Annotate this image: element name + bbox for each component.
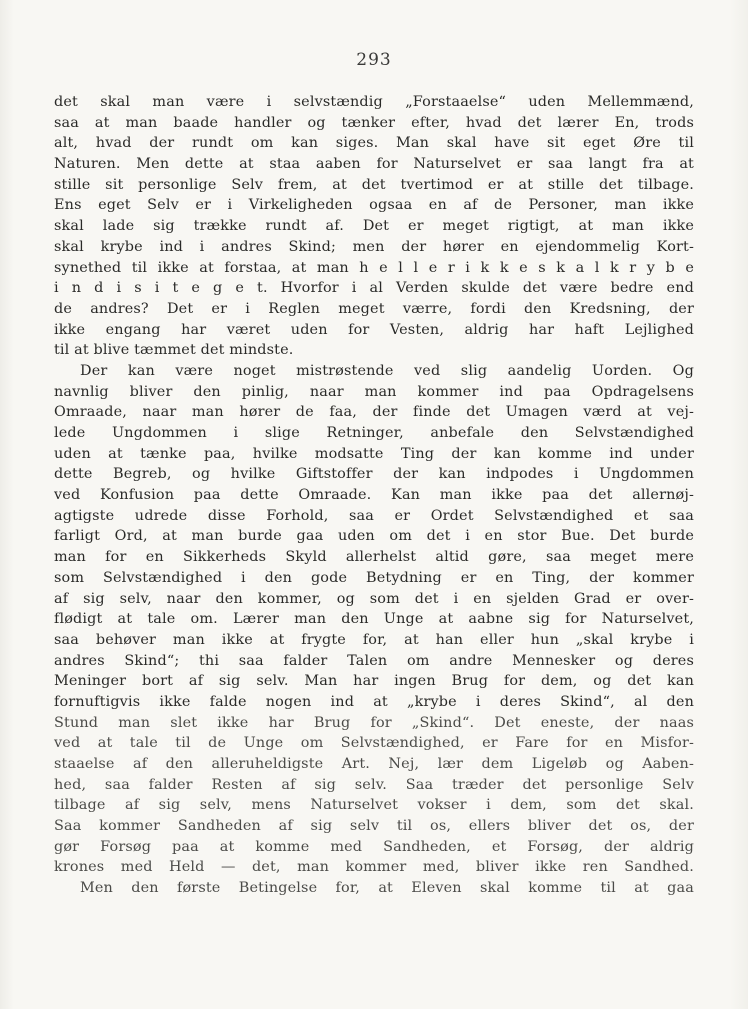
text-line: ved at tale til de Unge om Selvstændighed, er Fare for en Misfor- [54,735,694,752]
paragraph-3 [54,878,694,899]
text-line: dette Begreb, og hvilke Giftstoffer der kan indpodes i Ungdommen [54,466,694,483]
text-line: skal lade sig trække rundt af. Det er meget rigtigt, at man ikke [54,218,694,235]
text-line: Der kan være noget mistrøstende ved slig aandelig Uorden. Og [80,362,694,379]
text-line: lede Ungdommen i slige Retninger, anbefale den Selvstændighed [54,425,694,441]
text-line: hed, saa falder Resten af sig selv. Saa træder det personlige Selv [54,776,694,793]
text-line: krones med Held — det, man kommer med, bliver ikke ren Sandhed. [54,859,694,876]
text-line: staaelse af den alleruheldigste Art. Nej, lær dem Ligeløb og Aaben- [54,756,694,772]
text-line: farligt Ord, at man burde gaa uden om det i en stor Bue. Det burde [54,528,694,545]
text-line: Ens eget Selv er i Virkeligheden ogsaa en af de Personer, man ikke [54,197,694,214]
text-line: agtigste udrede disse Forhold, saa er Ordet Selvstændighed et saa [54,507,694,524]
text-line: tilbage af sig selv, mens Naturselvet vokser i dem, som det skal. [54,797,694,814]
text-line: ved Konfusion paa dette Omraade. Kan man ikke paa det allernøj- [54,487,694,504]
text-line: som Selvstændighed i den gode Betydning er en Ting, der kommer [54,569,694,586]
text-line: til at blive tæmmet det mindste. [54,342,294,359]
text-line: det skal man være i selvstændig „Forstaaelse“ uden Mellemmænd, [54,94,694,110]
body-text [54,92,694,899]
text-line: Saa kommer Sandheden af sig selv til os, ellers bliver det os, der [54,818,694,835]
text-line: uden at tænke paa, hvilke modsatte Ting der kan komme ind under [54,445,694,462]
text-line: af sig selv, naar den kommer, og som det i en sjelden Grad er over- [54,590,694,607]
text-line: alt, hvad der rundt om kan siges. Man skal have sit eget Øre til [54,135,694,152]
text-line: de andres? Det er i Reglen meget værre, fordi den Kredsning, der [54,300,694,317]
text-line: Men den første Betingelse for, at Eleven skal komme til at gaa [80,880,694,897]
text-line: andres Skind“; thi saa falder Talen om andre Mennesker og deres [54,652,694,669]
text-line: flødigt at tale om. Lærer man den Unge at aabne sig for Naturselvet, [54,611,694,628]
text-line: synethed til ikke at forstaa, at man h e l l e r i k k e s k a l k r y b e [54,259,694,276]
text-line: saa at man baade handler og tænker efter, hvad det lærer En, trods [54,114,694,131]
text-line: navnlig bliver den pinlig, naar man kommer ind paa Opdragelsens [54,383,694,400]
text-line: Naturen. Men dette at staa aaben for Naturselvet er saa langt fra at [54,156,694,173]
text-line: saa behøver man ikke at frygte for, at han eller hun „skal krybe i [54,631,694,648]
text-line: ikke engang har været uden for Vesten, aldrig har haft Lejlighed [54,321,694,338]
paragraph-1 [54,92,694,361]
paragraph-2 [54,361,694,878]
text-line: Omraade, naar man hører de faa, der finde det Umagen værd at vej- [54,404,694,421]
text-line: man for en Sikkerheds Skyld allerhelst altid gøre, saa meget mere [54,549,694,566]
text-line: fornuftigvis ikke falde nogen ind at „krybe i deres Skind“, al den [54,693,694,710]
page-number: 293 [356,50,392,70]
text-line: skal krybe ind i andres Skind; men der hører en ejendommelig Kort- [54,238,694,255]
text-line: Meninger bort af sig selv. Man har ingen Brug for dem, og det kan [54,673,694,690]
text-line: i n d i s i t e g e t. Hvorfor i al Verden skulde det være bedre end [54,280,694,297]
text-line: gør Forsøg paa at komme med Sandheden, et Forsøg, der aldrig [54,838,694,855]
text-line: Stund man slet ikke har Brug for „Skind“. Det eneste, der naas [54,714,694,731]
text-line: stille sit personlige Selv frem, at det tvertimod er at stille det tilbage. [54,176,694,193]
